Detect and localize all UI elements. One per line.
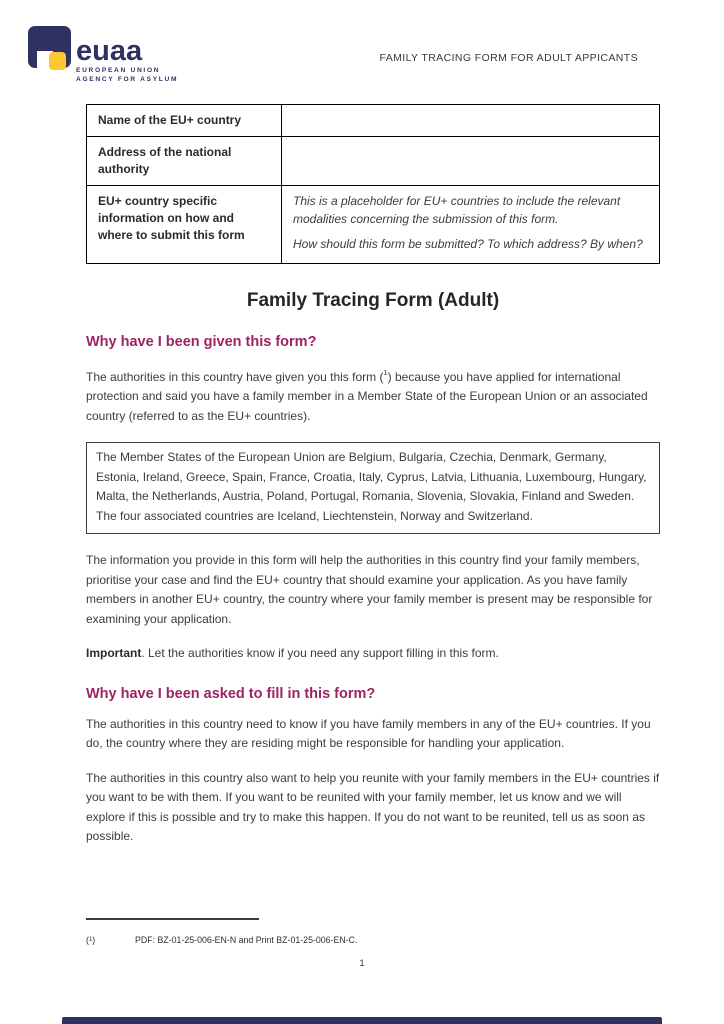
footer-bar <box>62 1017 662 1024</box>
logo-wordmark: euaa <box>76 35 143 67</box>
paragraph-information-use: The information you provide in this form will help the authorities in this country find your family members, prioritise your case and find the EU+ country that should examine your application. As you have family members in another EU+ country, the country where your family member is present may be responsible for examining your application. <box>86 553 653 626</box>
running-header-title: FAMILY TRACING FORM FOR ADULT APPICANTS <box>379 52 638 64</box>
paragraph-need-to-know: The authorities in this country need to know if you have family members in any of the EU+ countries. If you do, the country where they are residing might be responsible for handling your application. <box>86 716 651 750</box>
submission-info-table <box>86 104 660 264</box>
placeholder-paragraph-2: How should this form be submitted? To which address? By when? <box>293 237 643 251</box>
member-states-text: The Member States of the European Union are Belgium, Bulgaria, Czechia, Denmark, Germany, Estonia, Ireland, Greece, Spain, France, Croatia, Italy, Cyprus, Latvia, Lithuania, Luxembourg, Hungary, Malta, the Netherlands, Austria, Poland, Portugal, Romania, Slovenia, Slovakia, Finland and Sweden. The four associated countries are Iceland, Liechtenstein, Norway and Switzerland. <box>96 450 647 523</box>
member-states-box <box>86 442 660 534</box>
country-name-field[interactable] <box>282 105 660 137</box>
table-row-submission-info <box>87 186 660 264</box>
authority-address-label: Address of the national authority <box>87 137 282 186</box>
footnote-paren-open: ( <box>86 935 89 945</box>
footnote-number: 1 <box>88 937 93 943</box>
footnote-paren-close: ) <box>92 935 96 945</box>
euaa-logo <box>28 26 188 90</box>
country-name-label: Name of the EU+ country <box>87 105 282 137</box>
footnote-block <box>86 918 586 945</box>
paragraph-text: ) because you have applied for international protection and said you have a family member in a Member State of the European Union or an associated country (referred to as the EU+ countries). <box>86 369 648 423</box>
authority-address-field[interactable] <box>282 137 660 186</box>
footnote-marker <box>86 935 135 945</box>
placeholder-paragraph-1: This is a placeholder for EU+ countries to include the relevant modalities concerning the submission of this form. <box>293 194 621 226</box>
paragraph-important <box>86 644 660 664</box>
footnote <box>86 935 586 945</box>
submission-info-placeholder <box>282 186 660 264</box>
paragraph-reunite: The authorities in this country also want to help you reunite with your family members in the EU+ countries if you want to be with them. If you want to be reunited with your family member, let us know and we will explore if this is possible and try to make this happen. If you do not want to be reunited, tell us as soon as possible. <box>86 770 660 843</box>
logo-subtitle-line1: EUROPEAN UNION <box>76 66 161 74</box>
paragraph-why-given <box>86 363 660 427</box>
logo-yellow-square <box>49 52 66 70</box>
section-heading-why-asked: Why have I been asked to fill in this form? <box>86 685 376 702</box>
footnote-reference[interactable]: 1 <box>383 367 388 377</box>
footnote-divider <box>86 918 259 920</box>
euaa-logo-icon <box>28 26 74 72</box>
page-title: Family Tracing Form (Adult) <box>246 289 500 311</box>
page-number: 1 <box>359 958 365 969</box>
logo-text <box>76 35 179 83</box>
logo-subtitle-line2: AGENCY FOR ASYLUM <box>76 76 179 83</box>
submission-info-label: EU+ country specific information on how and where to submit this form <box>87 186 282 264</box>
footnote-text: PDF: BZ-01-25-006-EN-N and Print BZ-01-25-006-EN-C. <box>135 935 358 945</box>
table-row-authority-address <box>87 137 660 186</box>
document-body <box>0 90 724 847</box>
important-lead: Important <box>86 646 142 660</box>
section-heading-why-given: Why have I been given this form? <box>86 333 317 350</box>
document-header <box>0 0 724 90</box>
important-rest: . Let the authorities know if you need any support filling in this form. <box>141 646 499 660</box>
paragraph-text: The authorities in this country have given you this form ( <box>86 369 384 384</box>
table-row-country-name <box>87 105 660 137</box>
